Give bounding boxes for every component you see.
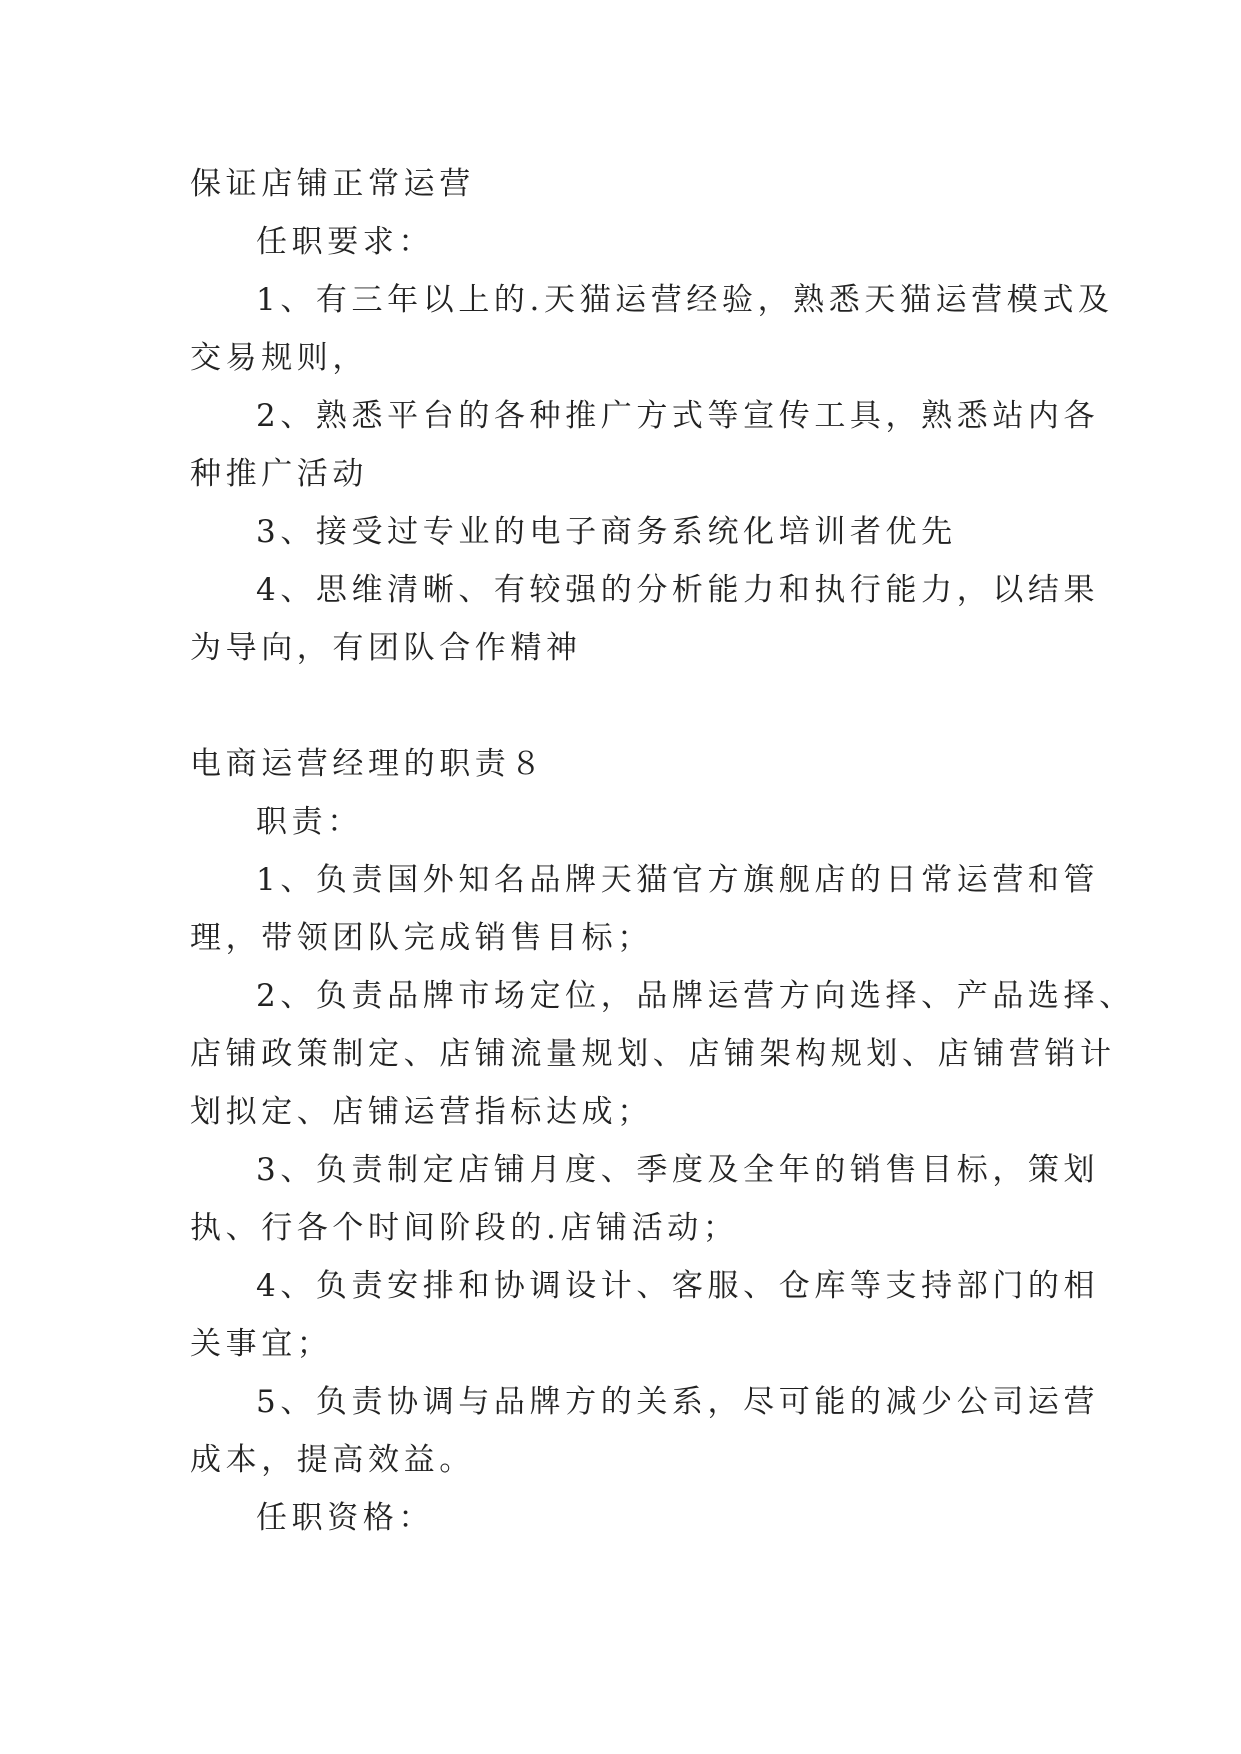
duty-4-line-2: 关事宜； bbox=[190, 1326, 333, 1362]
duty-3-line-1: 3、负责制定店铺月度、季度及全年的销售目标，策划 bbox=[256, 1152, 1100, 1188]
duty-5-line-2: 成本，提高效益。 bbox=[190, 1442, 475, 1478]
continuation-line: 保证店铺正常运营 bbox=[190, 166, 475, 202]
requirement-2-line-2: 种推广活动 bbox=[190, 456, 368, 492]
duty-2-line-3: 划拟定、店铺运营指标达成； bbox=[190, 1094, 653, 1130]
section-title: 电商运营经理的职责８ bbox=[190, 746, 546, 782]
duty-3-line-2: 执、行各个时间阶段的.店铺活动； bbox=[190, 1210, 739, 1246]
requirement-4-line-2: 为导向，有团队合作精神 bbox=[190, 630, 582, 666]
qualifications-heading: 任职资格： bbox=[256, 1500, 434, 1536]
requirements-heading: 任职要求： bbox=[256, 224, 434, 260]
requirement-3-line-1: 3、接受过专业的电子商务系统化培训者优先 bbox=[256, 514, 957, 550]
duty-1-line-1: 1、负责国外知名品牌天猫官方旗舰店的日常运营和管 bbox=[256, 862, 1100, 898]
duty-2-line-1: 2、负责品牌市场定位，品牌运营方向选择、产品选择、 bbox=[256, 978, 1135, 1014]
requirement-1-line-1: 1、有三年以上的.天猫运营经验，熟悉天猫运营模式及 bbox=[256, 282, 1114, 318]
requirement-4-line-1: 4、思维清晰、有较强的分析能力和执行能力，以结果 bbox=[256, 572, 1100, 608]
requirement-1-line-2: 交易规则， bbox=[190, 340, 368, 376]
duties-heading: 职责： bbox=[256, 804, 363, 840]
duty-4-line-1: 4、负责安排和协调设计、客服、仓库等支持部门的相 bbox=[256, 1268, 1100, 1304]
duty-1-line-2: 理，带领团队完成销售目标； bbox=[190, 920, 653, 956]
duty-5-line-1: 5、负责协调与品牌方的关系，尽可能的减少公司运营 bbox=[256, 1384, 1100, 1420]
duty-2-line-2: 店铺政策制定、店铺流量规划、店铺架构规划、店铺营销计 bbox=[190, 1036, 1116, 1072]
requirement-2-line-1: 2、熟悉平台的各种推广方式等宣传工具，熟悉站内各 bbox=[256, 398, 1100, 434]
